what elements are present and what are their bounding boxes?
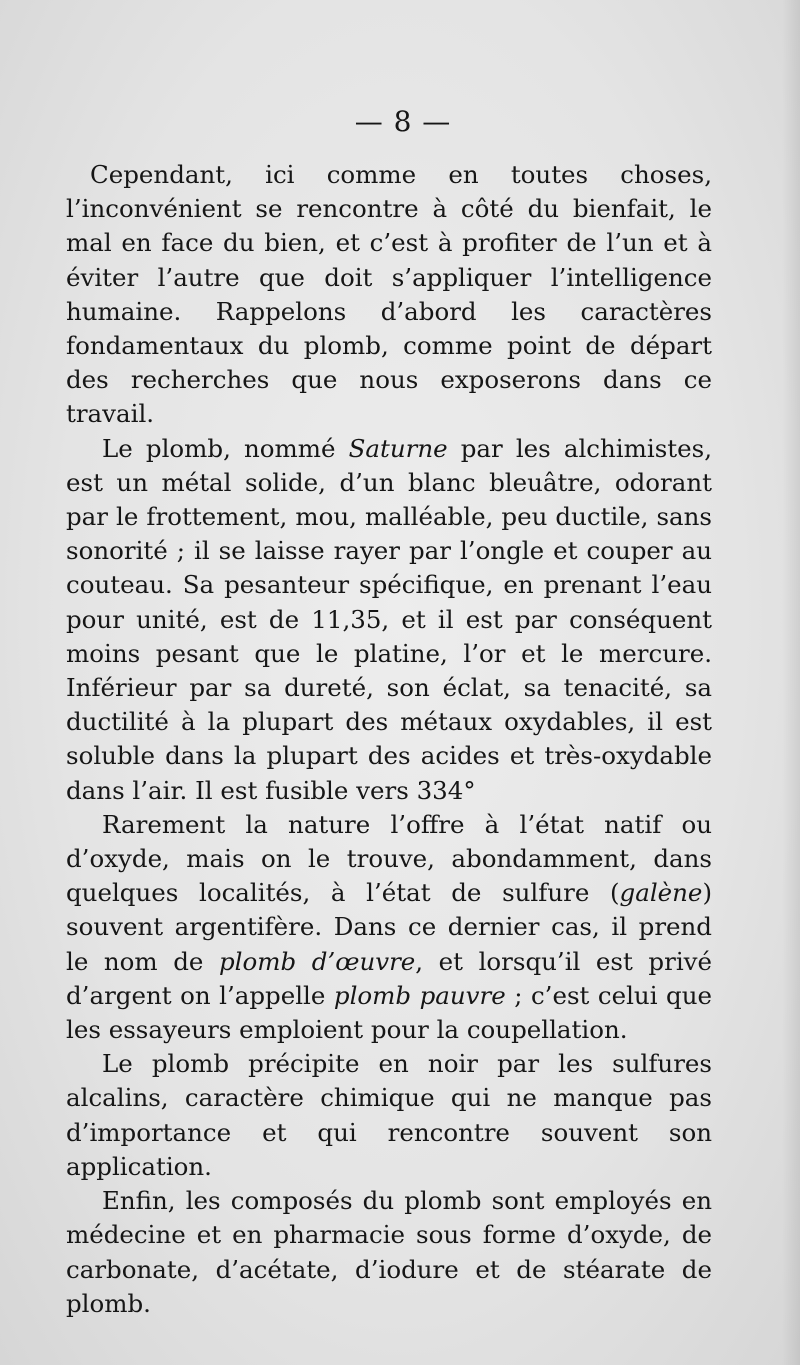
paragraph-2 [66, 432, 712, 808]
paragraph-3-text-a: Rarement la nature l’offre à l’état natif ou d’oxyde, mais on le trouve, abondamment, dans quelques localités, à l’état de sulfure ( [66, 809, 712, 908]
paragraph-2-text-a: Le plomb, nommé [102, 433, 349, 463]
body-text [66, 158, 712, 1321]
paragraph-3-italic-galene: galène [619, 878, 703, 908]
paragraph-2-text-b: par les alchimistes, est un métal solide, d’un blanc bleuâtre, odorant par le frottement, mou, malléable, peu ductile, sans sonorité ; il se laisse rayer par l’ongle et couper au couteau. Sa pesanteur spécifique, en prenant l’eau pour unité, est de 11,35, et il est par conséquent moins pesant que le platine, l’or et le mercure. Inférieur par sa dureté, son éclat, sa tenacité, sa ductilité à la plupart des métaux oxydables, il est soluble dans la plupart des acides et très-oxydable dans l’air. Il est fusible vers 334° [66, 433, 712, 805]
paragraph-4 [66, 1047, 712, 1184]
book-page [66, 100, 712, 1321]
paragraph-3-italic-plomb-oeuvre: plomb d’œuvre [219, 946, 416, 976]
paragraph-3 [66, 808, 712, 1047]
paragraph-5 [66, 1184, 712, 1321]
page-edge-shadow [782, 0, 800, 1365]
paragraph-1-text: Cependant, ici comme en toutes choses, l’inconvénient se rencontre à côté du bienfait, le mal en face du bien, et c’est à profiter de l’un et à éviter l’autre que doit s’appliquer l’intelligence humaine. Rappelons d’abord les caractères fondamentaux du plomb, comme point de départ des recherches que nous exposerons dans ce travail. [66, 160, 712, 429]
paragraph-3-text-d: ; c’est celui que les essayeurs emploient pour la coupellation. [66, 980, 713, 1045]
paragraph-3-text-b: ) souvent argentifère. Dans ce dernier cas, il prend le nom de [66, 878, 712, 976]
paragraph-3-italic-plomb-pauvre: plomb pauvre [333, 980, 506, 1010]
paragraph-3-text-c: , et lorsqu’il est privé d’argent on l’appelle [66, 946, 712, 1010]
paragraph-2-italic-saturne: Saturne [348, 433, 448, 463]
paragraph-5-text: Enfin, les composés du plomb sont employés en médecine et en pharmacie sous forme d’oxyde, de carbonate, d’acétate, d’iodure et de stéarate de plomb. [66, 1186, 712, 1318]
paragraph-4-text: Le plomb précipite en noir par les sulfures alcalins, caractère chimique qui ne manque pas d’importance et qui rencontre souvent son application. [66, 1049, 712, 1181]
page-number: — 8 — [354, 105, 452, 138]
paragraph-1 [66, 158, 712, 432]
